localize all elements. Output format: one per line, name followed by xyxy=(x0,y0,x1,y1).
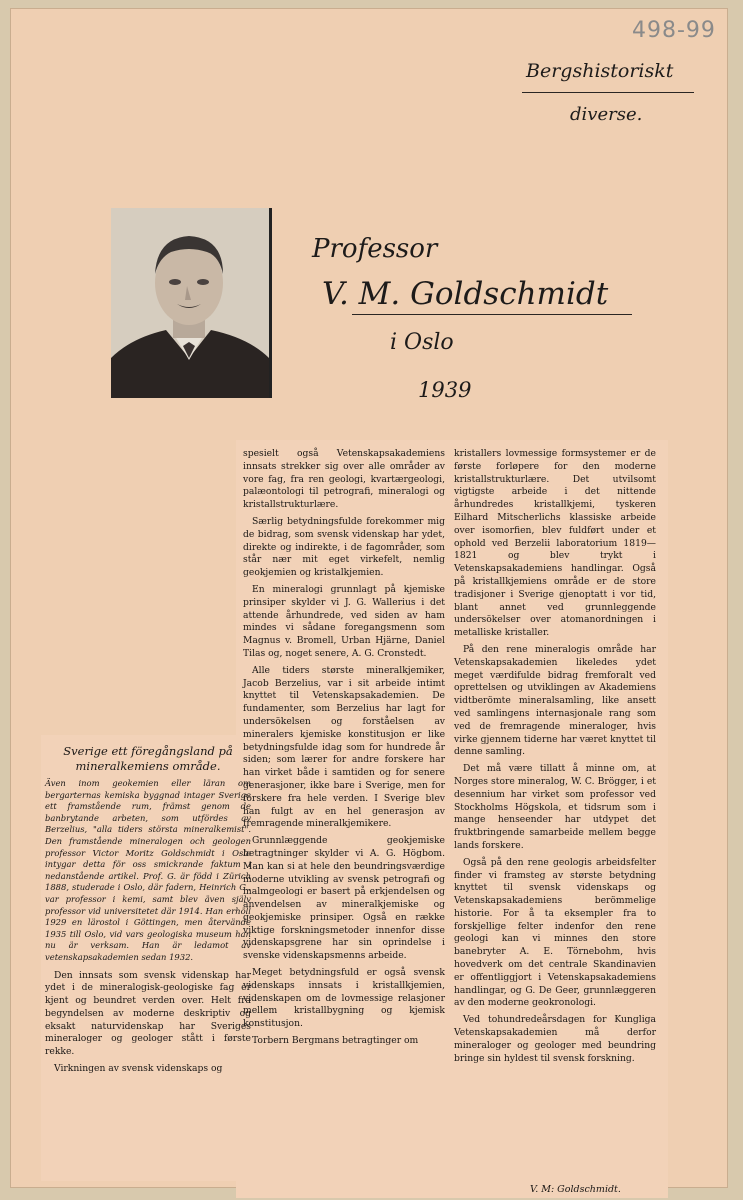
article-paragraph: Det må være tillatt å minne om, at Norges store mineralog, W. C. Brögger, i et desennium har virket som professor ved Stockholms Högskola, et tidsrum som i mange henseender har utdypet det fruktbringende samarbeide mellem begge lands forskere. xyxy=(454,763,656,851)
portrait-illustration xyxy=(111,208,269,398)
article-signature: V. M: Goldschmidt. xyxy=(530,1184,621,1195)
article-paragraph: Meget betydningsfuld er også svensk videnskaps innsats i kristallkjemien, videnskapen om de lovmessige relasjoner mellem kristallbygning og kjemisk konstitusjon. xyxy=(243,967,445,1030)
article-column-2 xyxy=(243,448,445,1052)
sidebar-column xyxy=(45,744,251,1080)
sidebar-paragraph: Den innsats som svensk videnskap har ydet i de mineralogisk-geologiske fag er kjent og beundret verden over. Helt fra begyndelsen av moderne deskriptiv og eksakt naturvidenskap har Sveriges mineraloger og geologer stått i første rekke. xyxy=(45,969,251,1058)
title-city: i Oslo xyxy=(390,330,454,355)
archive-sheet xyxy=(10,8,728,1195)
article-paragraph: Alle tiders største mineralkjemiker, Jacob Berzelius, var i sit arbeide intimt knyttet til Vetenskapsakademien. De fundamenter, som Berzelius har lagt for undersökelsen og forståelsen av mineralers kjemiske konstitusjon er like betydningsfulde idag som for hundrede år siden; som lærer for andre forskere har han virket både i samtiden og for senere generasjoner, ikke bare i Sverige, men for forskere fra hele verden. I Sverige blev han fulgt av en hel generasjon av fremragende mineralkjemikere. xyxy=(243,664,445,830)
sidebar-lead: Även inom geokemien eller läran om bergarternas kemiska byggnad intager Sverige ett framstående rum, främst genom de banbrytande arbeten, som utfördes av Berzelius, "alla tiders största mineralkemist". Den framstående mineralogen och geologen professor Victor Moritz Goldschmidt i Oslo intygar detta för oss smickrande faktum i nedanstående artikel. Prof. G. är född i Zürich 1888, studerade i Oslo, där fadern, Heinrich G., var professor i kemi, samt blev även själv professor vid universitetet där 1914. Han erhöll 1929 en lärostol i Göttingen, men återvände 1935 till Oslo, vid vars geologiska museum han nu är verksam. Han är ledamot av vetenskapsakademien sedan 1932. xyxy=(45,778,251,962)
page-reference: 498-99 xyxy=(632,18,716,43)
article-paragraph: Ved tohundredeårsdagen for Kungliga Vetenskapsakademien må derfor mineraloger og geologer med beundring bringe sin hyldest til svensk forskning. xyxy=(454,1014,656,1064)
title-professor: Professor xyxy=(312,234,438,264)
title-underline xyxy=(352,314,632,315)
article-paragraph: Særlig betydningsfulde forekommer mig de bidrag, som svensk videnskap har ydet, direkte og indirekte, i de fagområder, som står nær mit eget virkefelt, nemlig geokjemien og kristalkjemien. xyxy=(243,515,445,579)
article-paragraph: kristallers lovmessige formsystemer er de første forløpere for den moderne kristallstrukturlære. Det utvilsomt vigtigste arbeide i det nittende århundredes kristallkjemi, tyskeren Eilhard Mitscherlichs klassiske arbeide over isomorfien, blev fuldført under et ophold ved Berzelii laboratorium 1819—1821 og blev trykt i Vetenskapsakademiens handlingar. Også på kristallkjemiens område er de store tradisjoner i Sverige gjenoptatt i vor tid, blant annet ved grunnleggende undersökelser over atomanordningen i metalliske kristaller. xyxy=(454,448,656,639)
annotation-line2: diverse. xyxy=(570,104,643,125)
annotation-underline xyxy=(522,92,694,93)
sidebar-heading: Sverige ett föregångsland på mineralkemiens område. xyxy=(63,744,233,773)
portrait-photo xyxy=(111,208,272,398)
article-paragraph: Torbern Bergmans betragtinger om xyxy=(252,1035,419,1047)
article-paragraph: Også på den rene geologis arbeidsfelter finder vi framsteg av største betydning knyttet til svensk videnskaps og Vetenskapsakademiens berömmelige historie. For å ta eksempler fra to forskjellige felter indenfor den rene geologi kan vi minnes den store banebryter A. E. Törnebohm, hvis hovedverk om det centrale Skandinavien er offentliggjort i Vetenskapsakademiens handlingar, og G. De Geer, grunnlæggeren av den moderne geokronologi. xyxy=(454,856,656,1009)
annotation-line1: Bergshistoriskt xyxy=(526,60,674,82)
article-paragraph: Grunnlæggende geokjemiske betragtninger skylder vi A. G. Högbom. Man kan si at hele den beundringsværdige moderne utvikling av svensk petrografi og malmgeologi er basert på erkjendelsen og anvendelsen av mineralkjemiske og geokjemiske prinsiper. Også en række viktige forskningsmetoder innenfor disse videnskapsgrene har sin oprindelse i svenske videnskapsmenns arbeide. xyxy=(243,835,445,962)
sidebar-paragraph: Virkningen av svensk videnskaps og xyxy=(54,1063,223,1075)
title-name: V. M. Goldschmidt xyxy=(322,276,609,312)
article-paragraph: På den rene mineralogis område har Vetenskapsakademien likeledes ydet meget værdifulde bidrag fremforalt ved oprettelsen og utviklingen av Akademiens vidtberömte mineralsamling, like ansett ved samlingens internasjonale rang som ved de fremragende mineraloger, hvis virke gjennem tiderne har været knyttet til denne samling. xyxy=(454,643,656,758)
article-paragraph: En mineralogi grunnlagt på kjemiske prinsiper skylder vi J. G. Wallerius i det attende århundrede, ved siden av ham mindes vi sådane foregangsmenn som Magnus v. Bromell, Urban Hjärne, Daniel Tilas og, noget senere, A. G. Cronstedt. xyxy=(243,583,445,659)
title-year: 1939 xyxy=(418,378,472,402)
article-column-3 xyxy=(454,448,656,1069)
article-paragraph: spesielt også Vetenskapsakademiens innsats strekker sig over alle områder av vore fag, fra ren geologi, kvartærgeologi, palæontologi til petrografi, mineralogi og kristallstrukturlære. xyxy=(243,448,445,511)
